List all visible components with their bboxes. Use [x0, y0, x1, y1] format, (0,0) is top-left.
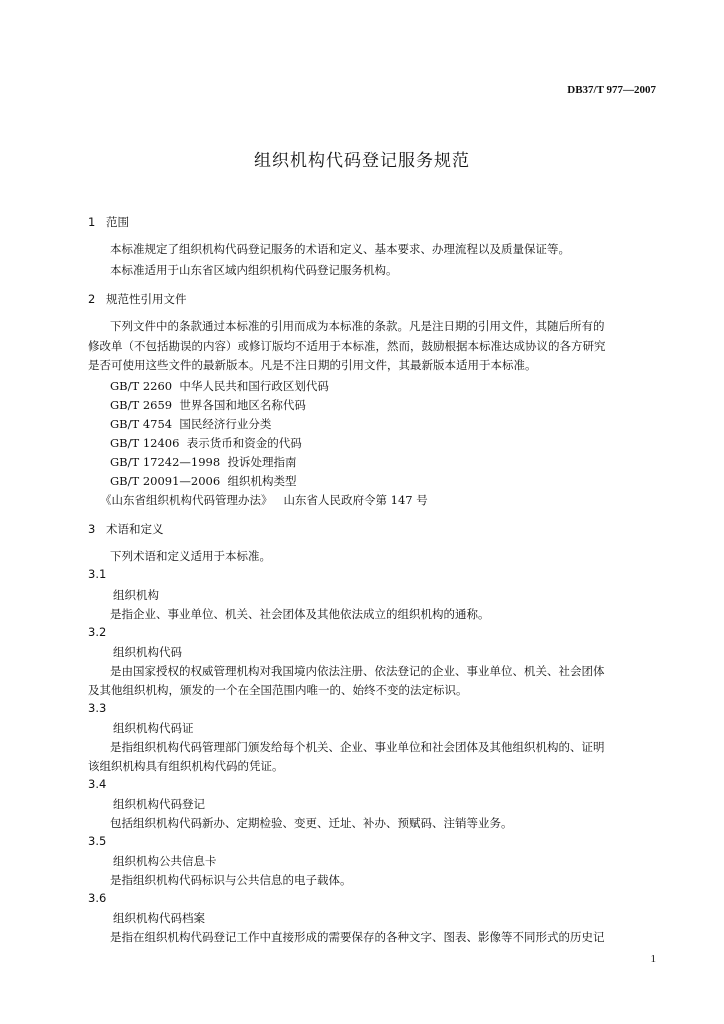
reference-code: GB/T 4754: [110, 417, 173, 431]
term-number: 3.4: [88, 777, 107, 791]
section-heading-scope: [88, 214, 129, 230]
reference-code: GB/T 2260: [110, 379, 173, 393]
term-title: 组织机构代码档案: [113, 911, 205, 925]
term-definition: 是由国家授权的权威管理机构对我国境内依法注册、依法登记的企业、事业单位、机关、社会团体: [110, 664, 605, 678]
scope-paragraph-2: 本标准适用于山东省区域内组织机构代码登记服务机构。: [110, 263, 398, 277]
section-heading-terms: [88, 521, 164, 537]
references-intro-line-2: 修改单（不包括勘误的内容）或修订版均不适用于本标准，然而，鼓励根据本标准达成协议的各方研究: [88, 339, 606, 353]
reference-name: 国民经济行业分类: [179, 417, 272, 431]
reference-code: GB/T 20091—2006: [110, 474, 221, 488]
term-number: 3.1: [88, 567, 107, 581]
reference-item: [110, 416, 271, 432]
reference-code: GB/T 2659: [110, 398, 173, 412]
term-number: 3.5: [88, 834, 107, 848]
term-definition: 是指组织机构代码标识与公共信息的电子载体。: [110, 873, 352, 887]
page-number: 1: [650, 953, 656, 965]
section-title: 范围: [106, 215, 129, 229]
scope-paragraph-1: 本标准规定了组织机构代码登记服务的术语和定义、基本要求、办理流程以及质量保证等。: [110, 242, 570, 256]
term-title: 组织机构代码登记: [113, 797, 205, 811]
reference-decree: [100, 492, 428, 508]
reference-item: [110, 378, 329, 394]
section-number: 3: [88, 522, 96, 536]
reference-name: 世界各国和地区名称代码: [179, 398, 306, 412]
reference-item: [110, 454, 297, 470]
term-title: 组织机构代码证: [113, 721, 194, 735]
term-definition-continued: 及其他组织机构，颁发的一个在全国范围内唯一的、始终不变的法定标识。: [88, 683, 468, 697]
section-number: 1: [88, 215, 96, 229]
section-number: 2: [88, 292, 96, 306]
decree-issuer: 山东省人民政府令第 147 号: [283, 493, 428, 507]
terms-intro: 下列术语和定义适用于本标准。: [110, 549, 271, 563]
reference-name: 投诉处理指南: [227, 455, 297, 469]
term-number: 3.2: [88, 625, 107, 639]
reference-code: GB/T 17242—1998: [110, 455, 221, 469]
reference-code: GB/T 12406: [110, 436, 180, 450]
document-title: 组织机构代码登记服务规范: [254, 151, 470, 171]
term-definition: 是指在组织机构代码登记工作中直接形成的需要保存的各种文字、图表、影像等不同形式的历史记: [110, 930, 605, 944]
term-definition: 包括组织机构代码新办、定期检验、变更、迁址、补办、预赋码、注销等业务。: [110, 816, 513, 830]
reference-item: [110, 397, 306, 413]
reference-item: [110, 435, 302, 451]
reference-name: 表示货币和资金的代码: [186, 436, 302, 450]
section-title: 术语和定义: [106, 522, 164, 536]
section-title: 规范性引用文件: [106, 292, 187, 306]
reference-name: 中华人民共和国行政区划代码: [179, 379, 329, 393]
term-title: 组织机构: [113, 588, 159, 602]
term-title: 组织机构代码: [113, 645, 182, 659]
term-number: 3.6: [88, 891, 107, 905]
term-definition-continued: 该组织机构具有组织机构代码的凭证。: [88, 759, 284, 773]
term-title: 组织机构公共信息卡: [113, 854, 217, 868]
references-intro-line-3: 是否可使用这些文件的最新版本。凡是不注日期的引用文件，其最新版本适用于本标准。: [88, 358, 537, 372]
section-heading-references: [88, 291, 187, 307]
term-definition: 是指组织机构代码管理部门颁发给每个机关、企业、事业单位和社会团体及其他组织机构的、证明: [110, 740, 605, 754]
references-intro-line-1: 下列文件中的条款通过本标准的引用而成为本标准的条款。凡是注日期的引用文件，其随后所有的: [110, 319, 605, 333]
decree-name: 《山东省组织机构代码管理办法》: [100, 493, 273, 507]
term-number: 3.3: [88, 701, 107, 715]
reference-item: [110, 473, 297, 489]
document-code: DB37/T 977—2007: [567, 84, 656, 96]
reference-name: 组织机构类型: [227, 474, 297, 488]
term-definition: 是指企业、事业单位、机关、社会团体及其他依法成立的组织机构的通称。: [110, 607, 490, 621]
